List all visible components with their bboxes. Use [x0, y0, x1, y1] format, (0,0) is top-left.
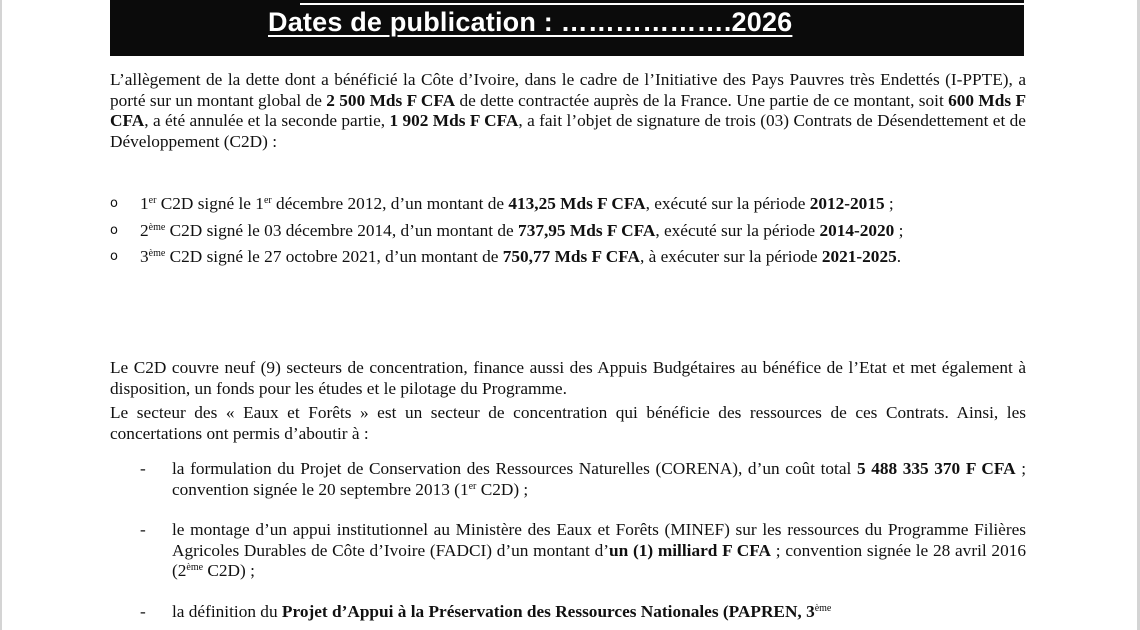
c2d-ordinal: 3 [140, 247, 149, 267]
list-item [110, 247, 1026, 268]
item-title: Projet d’Appui à la Préservation des Ressources Nationales (PAPREN, 3 [281, 601, 815, 621]
ordinal-suffix: er [148, 195, 157, 206]
ordinal-suffix: ème [148, 221, 166, 233]
item-amount: 737,95 Mds F CFA [518, 220, 656, 240]
ordinal-suffix: ème [148, 248, 166, 260]
item-text: la formulation du Projet de Conservation des Ressources Naturelles (CORENA), d’un coût total [172, 459, 857, 478]
intro-total-amount: 2 500 Mds F CFA [326, 90, 456, 110]
item-end: ; [894, 220, 904, 240]
item-text: C2D signé le 03 décembre 2014, d’un montant de [165, 220, 519, 240]
item-amount: 413,25 Mds F CFA [508, 194, 646, 213]
page-edge-left [0, 0, 2, 630]
intro-text-2: de dette contractée auprès de la France. Une partie de ce montant, soit [455, 90, 949, 110]
item-text: C2D) ; [476, 479, 529, 499]
ordinal-suffix: er [263, 195, 272, 206]
item-text: le montage d’un appui institutionnel au Ministère des Eaux et Forêts (MINEF) sur les ressources du Programme Filières Agricoles Durables de Côte d’Ivoire (FADCI) d’un montant d’ [172, 520, 1026, 560]
item-text: C2D signé le 27 octobre 2021, d’un montant de [165, 247, 503, 267]
item-text: décembre 2012, d’un montant de [271, 194, 509, 213]
item-end: ; [884, 194, 894, 213]
item-period: 2021-2025 [821, 247, 897, 267]
item-period: 2012-2015 [809, 194, 885, 213]
paragraph-eaux-forets [110, 403, 1026, 444]
intro-text-3: , a été annulée et la seconde partie, [144, 111, 390, 131]
bullet-icon: o [110, 249, 118, 265]
bullet-icon: o [110, 222, 118, 238]
dash-marker: - [140, 520, 146, 540]
item-text: C2D) ; [203, 561, 255, 581]
list-item [110, 194, 1026, 215]
intro-c2d-amount: 1 902 Mds F CFA [389, 111, 519, 131]
intro-text-4: , a fait l’objet de signature de trois (03) Contrats de Désendettement et de Développement (C2D) : [110, 111, 1026, 151]
item-period: 2014-2020 [819, 220, 895, 240]
c2d-list [110, 194, 1026, 268]
intro-text-1: L’allègement de la dette dont a bénéficié la Côte d’Ivoire, dans le cadre de l’Initiative des Pays Pauvres très Endettés (I-PPTE), a porté sur un montant global de [110, 70, 1026, 110]
list-item [110, 459, 1026, 500]
item-amount: 750,77 Mds F CFA [502, 247, 640, 267]
item-text: ; convention signée le 20 septembre 2013 (1 [172, 459, 1026, 499]
item-text: , à exécuter sur la période [640, 247, 822, 267]
header-banner [110, 0, 1024, 56]
item-text: , exécuté sur la période [645, 194, 810, 213]
ordinal-suffix: er [468, 480, 477, 492]
list-item [110, 520, 1026, 582]
dash-marker: - [140, 459, 146, 478]
paragraph-eaux-forets-text: Le secteur des « Eaux et Forêts » est un secteur de concentration qui bénéficie des ressources de ces Contrats. Ainsi, les concertations ont permis d’aboutir à : [110, 403, 1026, 443]
item-end: . [896, 247, 902, 267]
ordinal-suffix: ème [814, 602, 832, 614]
item-text: ; convention signée le 28 avril 2016 (2 [172, 540, 1026, 581]
item-amount: 5 488 335 370 F CFA [856, 459, 1016, 478]
intro-paragraph [110, 70, 1026, 152]
bullet-icon: o [110, 196, 118, 211]
c2d-ordinal: 1 [140, 194, 149, 213]
item-amount: un (1) milliard F CFA [608, 540, 772, 560]
paragraph-sectors [110, 358, 1026, 399]
ordinal-suffix: ème [186, 562, 204, 574]
item-text: la définition du [172, 601, 282, 621]
intro-cancelled-amount: 600 Mds F CFA [110, 90, 1027, 131]
banner-top-rule [300, 0, 1080, 5]
publication-date-title: Dates de publication : ……………….2026 [268, 7, 793, 37]
list-item [110, 221, 1026, 242]
c2d-ordinal: 2 [140, 220, 149, 240]
dash-marker: - [140, 601, 146, 621]
list-item [110, 602, 1026, 623]
item-text: C2D signé le 1 [156, 194, 264, 213]
paragraph-sectors-text: Le C2D couvre neuf (9) secteurs de concentration, finance aussi des Appuis Budgétaires au bénéfice de l’Etat et met également à disposition, un fonds pour les études et le pilotage du Programme. [110, 358, 1026, 398]
item-text: , exécuté sur la période [655, 220, 820, 240]
projects-list [110, 459, 1026, 623]
